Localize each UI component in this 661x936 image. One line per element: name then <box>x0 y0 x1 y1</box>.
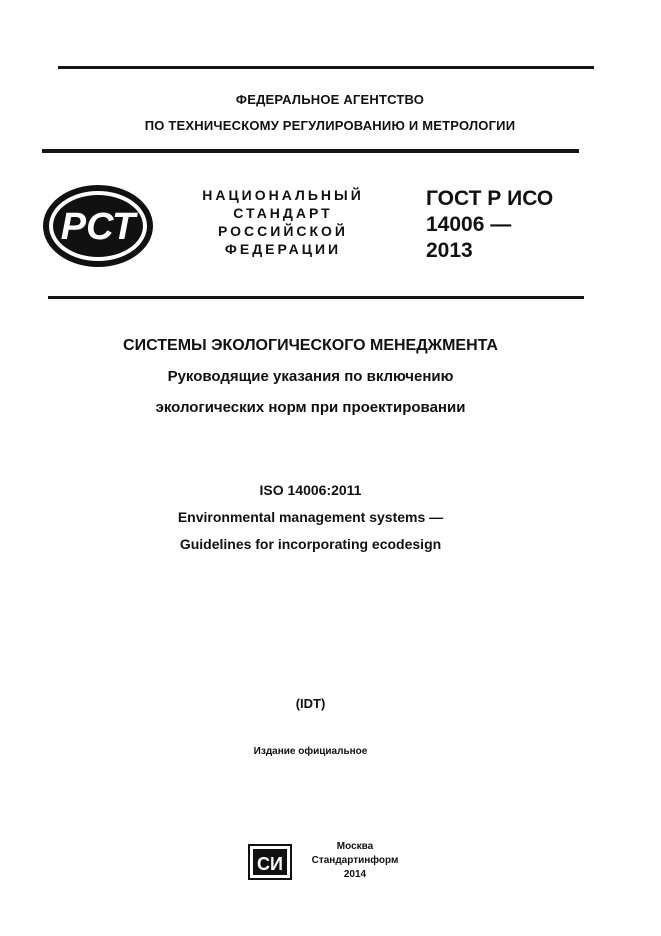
idt-label: (IDT) <box>295 696 326 711</box>
rst-logo-icon <box>40 182 156 270</box>
edition-label: Издание официальное <box>253 746 368 757</box>
iso-number: ISO 14006:2011 <box>259 482 362 498</box>
agency-line-1: ФЕДЕРАЛЬНОЕ АГЕНТСТВО <box>235 92 425 107</box>
national-line-4: ФЕДЕРАЦИИ <box>224 241 342 257</box>
designation-line-3: 2013 <box>426 239 473 262</box>
standartinform-logo-text: СИ <box>257 854 283 874</box>
agency-line-2: ПО ТЕХНИЧЕСКОМУ РЕГУЛИРОВАНИЮ И МЕТРОЛОГИИ <box>144 118 516 133</box>
publisher-year: 2014 <box>343 869 367 880</box>
iso-title-1: Environmental management systems — <box>177 509 444 525</box>
publisher-name: Стандартинформ <box>311 855 399 866</box>
designation-line-1: ГОСТ Р ИСО <box>426 187 554 210</box>
national-line-2: СТАНДАРТ <box>233 205 333 221</box>
publisher-block <box>300 840 410 882</box>
publisher-city: Москва <box>336 841 374 852</box>
document-title: СИСТЕМЫ ЭКОЛОГИЧЕСКОГО МЕНЕДЖМЕНТА <box>123 337 498 354</box>
block-bottom-rule <box>48 296 584 299</box>
iso-title-2: Guidelines for incorporating ecodesign <box>179 536 442 552</box>
document-subtitle-1: Руководящие указания по включению <box>167 368 454 385</box>
standartinform-logo-icon <box>248 844 292 880</box>
national-standard-block <box>188 186 378 258</box>
rst-logo-text: РСТ <box>60 206 136 248</box>
standard-designation <box>426 186 553 264</box>
national-line-3: РОССИЙСКОЙ <box>218 223 348 239</box>
designation-line-2: 14006 — <box>426 213 512 236</box>
header-bottom-rule <box>42 149 579 153</box>
document-subtitle-2: экологических норм при проектировании <box>155 399 466 416</box>
national-line-1: НАЦИОНАЛЬНЫЙ <box>202 187 364 203</box>
top-rule <box>58 66 594 69</box>
